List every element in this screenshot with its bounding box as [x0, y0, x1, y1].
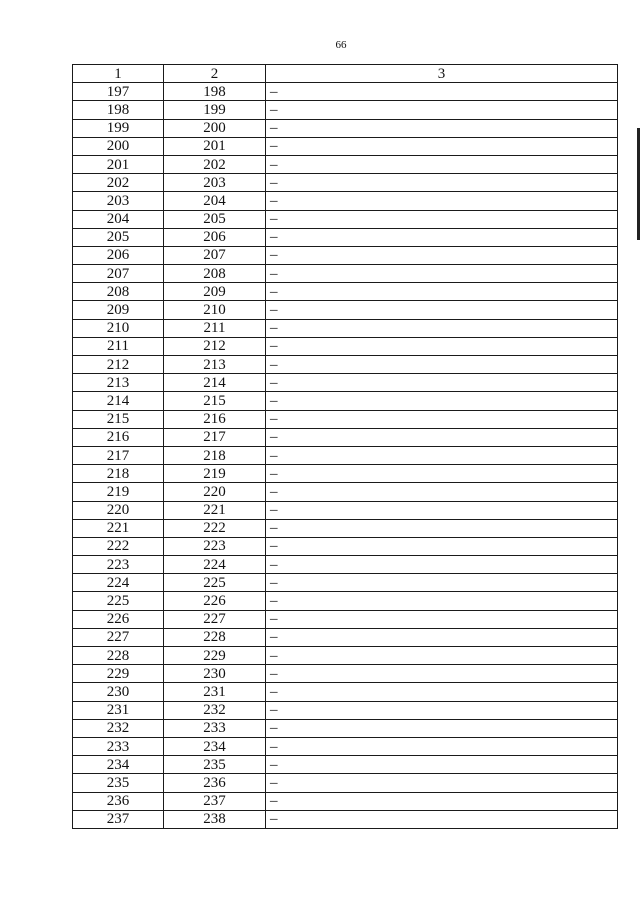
table-row — [73, 574, 618, 592]
cell-col-2: 218 — [164, 446, 266, 464]
cell-col-3: – — [266, 301, 618, 319]
cell-col-1: 200 — [73, 137, 164, 155]
cell-col-2: 238 — [164, 810, 266, 828]
table-row — [73, 319, 618, 337]
table-row — [73, 665, 618, 683]
cell-col-2: 236 — [164, 774, 266, 792]
column-header-2: 2 — [164, 65, 266, 83]
table-row — [73, 265, 618, 283]
column-header-1: 1 — [73, 65, 164, 83]
table-row — [73, 228, 618, 246]
table-row — [73, 756, 618, 774]
cell-col-1: 214 — [73, 392, 164, 410]
cell-col-1: 211 — [73, 337, 164, 355]
cell-col-2: 213 — [164, 356, 266, 374]
cell-col-2: 224 — [164, 556, 266, 574]
cell-col-1: 213 — [73, 374, 164, 392]
cell-col-1: 236 — [73, 792, 164, 810]
table-row — [73, 174, 618, 192]
cell-col-3: – — [266, 592, 618, 610]
cell-col-3: – — [266, 410, 618, 428]
cell-col-1: 199 — [73, 119, 164, 137]
cell-col-2: 208 — [164, 265, 266, 283]
cell-col-2: 202 — [164, 155, 266, 173]
cell-col-1: 210 — [73, 319, 164, 337]
table-row — [73, 592, 618, 610]
cell-col-2: 201 — [164, 137, 266, 155]
cell-col-1: 221 — [73, 519, 164, 537]
table-row — [73, 810, 618, 828]
cell-col-3: – — [266, 356, 618, 374]
cell-col-3: – — [266, 337, 618, 355]
cell-col-3: – — [266, 610, 618, 628]
cell-col-1: 207 — [73, 265, 164, 283]
table-row — [73, 246, 618, 264]
cell-col-3: – — [266, 210, 618, 228]
cell-col-2: 215 — [164, 392, 266, 410]
cell-col-2: 220 — [164, 483, 266, 501]
cell-col-1: 208 — [73, 283, 164, 301]
cell-col-3: – — [266, 483, 618, 501]
table-row — [73, 537, 618, 555]
cell-col-3: – — [266, 192, 618, 210]
table-row — [73, 628, 618, 646]
cell-col-3: – — [266, 428, 618, 446]
cell-col-2: 221 — [164, 501, 266, 519]
cell-col-2: 219 — [164, 465, 266, 483]
cell-col-2: 200 — [164, 119, 266, 137]
table-row — [73, 501, 618, 519]
cell-col-1: 237 — [73, 810, 164, 828]
table-row — [73, 301, 618, 319]
cell-col-1: 231 — [73, 701, 164, 719]
cell-col-2: 225 — [164, 574, 266, 592]
cell-col-3: – — [266, 628, 618, 646]
cell-col-3: – — [266, 537, 618, 555]
table-row — [73, 119, 618, 137]
cell-col-3: – — [266, 228, 618, 246]
cell-col-3: – — [266, 501, 618, 519]
cell-col-1: 230 — [73, 683, 164, 701]
table-row — [73, 101, 618, 119]
cell-col-1: 206 — [73, 246, 164, 264]
table-row — [73, 647, 618, 665]
cell-col-3: – — [266, 155, 618, 173]
page-number: 66 — [335, 39, 347, 51]
cell-col-3: – — [266, 719, 618, 737]
cell-col-3: – — [266, 465, 618, 483]
cell-col-2: 231 — [164, 683, 266, 701]
table-body — [73, 83, 618, 829]
cell-col-2: 237 — [164, 792, 266, 810]
cell-col-2: 212 — [164, 337, 266, 355]
cell-col-3: – — [266, 246, 618, 264]
cell-col-3: – — [266, 756, 618, 774]
table-row — [73, 556, 618, 574]
cell-col-1: 212 — [73, 356, 164, 374]
cell-col-1: 226 — [73, 610, 164, 628]
cell-col-1: 223 — [73, 556, 164, 574]
table-row — [73, 374, 618, 392]
cell-col-2: 210 — [164, 301, 266, 319]
cell-col-3: – — [266, 174, 618, 192]
cell-col-1: 203 — [73, 192, 164, 210]
cell-col-1: 235 — [73, 774, 164, 792]
cell-col-3: – — [266, 83, 618, 101]
cell-col-2: 227 — [164, 610, 266, 628]
data-table — [72, 64, 618, 829]
cell-col-3: – — [266, 119, 618, 137]
cell-col-2: 233 — [164, 719, 266, 737]
cell-col-3: – — [266, 374, 618, 392]
table-row — [73, 519, 618, 537]
table-row — [73, 683, 618, 701]
cell-col-1: 233 — [73, 737, 164, 755]
table-row — [73, 155, 618, 173]
cell-col-3: – — [266, 810, 618, 828]
table-row — [73, 428, 618, 446]
cell-col-3: – — [266, 556, 618, 574]
cell-col-2: 223 — [164, 537, 266, 555]
cell-col-1: 220 — [73, 501, 164, 519]
cell-col-2: 229 — [164, 647, 266, 665]
cell-col-3: – — [266, 446, 618, 464]
cell-col-1: 204 — [73, 210, 164, 228]
cell-col-2: 205 — [164, 210, 266, 228]
cell-col-3: – — [266, 319, 618, 337]
cell-col-2: 235 — [164, 756, 266, 774]
cell-col-1: 218 — [73, 465, 164, 483]
cell-col-1: 202 — [73, 174, 164, 192]
cell-col-1: 232 — [73, 719, 164, 737]
cell-col-3: – — [266, 283, 618, 301]
cell-col-2: 206 — [164, 228, 266, 246]
cell-col-1: 227 — [73, 628, 164, 646]
table-header-row — [73, 65, 618, 83]
column-header-3: 3 — [266, 65, 618, 83]
table-row — [73, 719, 618, 737]
cell-col-2: 217 — [164, 428, 266, 446]
table-row — [73, 792, 618, 810]
table-row — [73, 210, 618, 228]
cell-col-2: 230 — [164, 665, 266, 683]
cell-col-1: 197 — [73, 83, 164, 101]
table-row — [73, 392, 618, 410]
cell-col-3: – — [266, 574, 618, 592]
cell-col-1: 201 — [73, 155, 164, 173]
cell-col-3: – — [266, 101, 618, 119]
cell-col-1: 209 — [73, 301, 164, 319]
cell-col-1: 229 — [73, 665, 164, 683]
cell-col-1: 224 — [73, 574, 164, 592]
cell-col-1: 222 — [73, 537, 164, 555]
cell-col-2: 222 — [164, 519, 266, 537]
cell-col-1: 205 — [73, 228, 164, 246]
table-row — [73, 337, 618, 355]
table-row — [73, 701, 618, 719]
table-row — [73, 737, 618, 755]
table-row — [73, 465, 618, 483]
cell-col-3: – — [266, 392, 618, 410]
table-row — [73, 483, 618, 501]
cell-col-3: – — [266, 519, 618, 537]
cell-col-3: – — [266, 774, 618, 792]
cell-col-2: 214 — [164, 374, 266, 392]
cell-col-3: – — [266, 137, 618, 155]
cell-col-2: 234 — [164, 737, 266, 755]
cell-col-2: 228 — [164, 628, 266, 646]
table-row — [73, 774, 618, 792]
table-row — [73, 83, 618, 101]
cell-col-2: 216 — [164, 410, 266, 428]
cell-col-1: 217 — [73, 446, 164, 464]
cell-col-3: – — [266, 265, 618, 283]
cell-col-3: – — [266, 665, 618, 683]
cell-col-1: 219 — [73, 483, 164, 501]
cell-col-1: 225 — [73, 592, 164, 610]
cell-col-2: 204 — [164, 192, 266, 210]
table-row — [73, 283, 618, 301]
cell-col-2: 198 — [164, 83, 266, 101]
cell-col-1: 216 — [73, 428, 164, 446]
cell-col-2: 207 — [164, 246, 266, 264]
table-row — [73, 410, 618, 428]
cell-col-3: – — [266, 647, 618, 665]
cell-col-2: 211 — [164, 319, 266, 337]
table-row — [73, 446, 618, 464]
table-row — [73, 137, 618, 155]
cell-col-1: 228 — [73, 647, 164, 665]
cell-col-1: 198 — [73, 101, 164, 119]
cell-col-3: – — [266, 792, 618, 810]
cell-col-2: 232 — [164, 701, 266, 719]
cell-col-2: 203 — [164, 174, 266, 192]
cell-col-1: 215 — [73, 410, 164, 428]
cell-col-2: 209 — [164, 283, 266, 301]
cell-col-2: 226 — [164, 592, 266, 610]
table-row — [73, 356, 618, 374]
cell-col-1: 234 — [73, 756, 164, 774]
cell-col-3: – — [266, 683, 618, 701]
cell-col-2: 199 — [164, 101, 266, 119]
table-row — [73, 610, 618, 628]
cell-col-3: – — [266, 737, 618, 755]
table-row — [73, 192, 618, 210]
cell-col-3: – — [266, 701, 618, 719]
